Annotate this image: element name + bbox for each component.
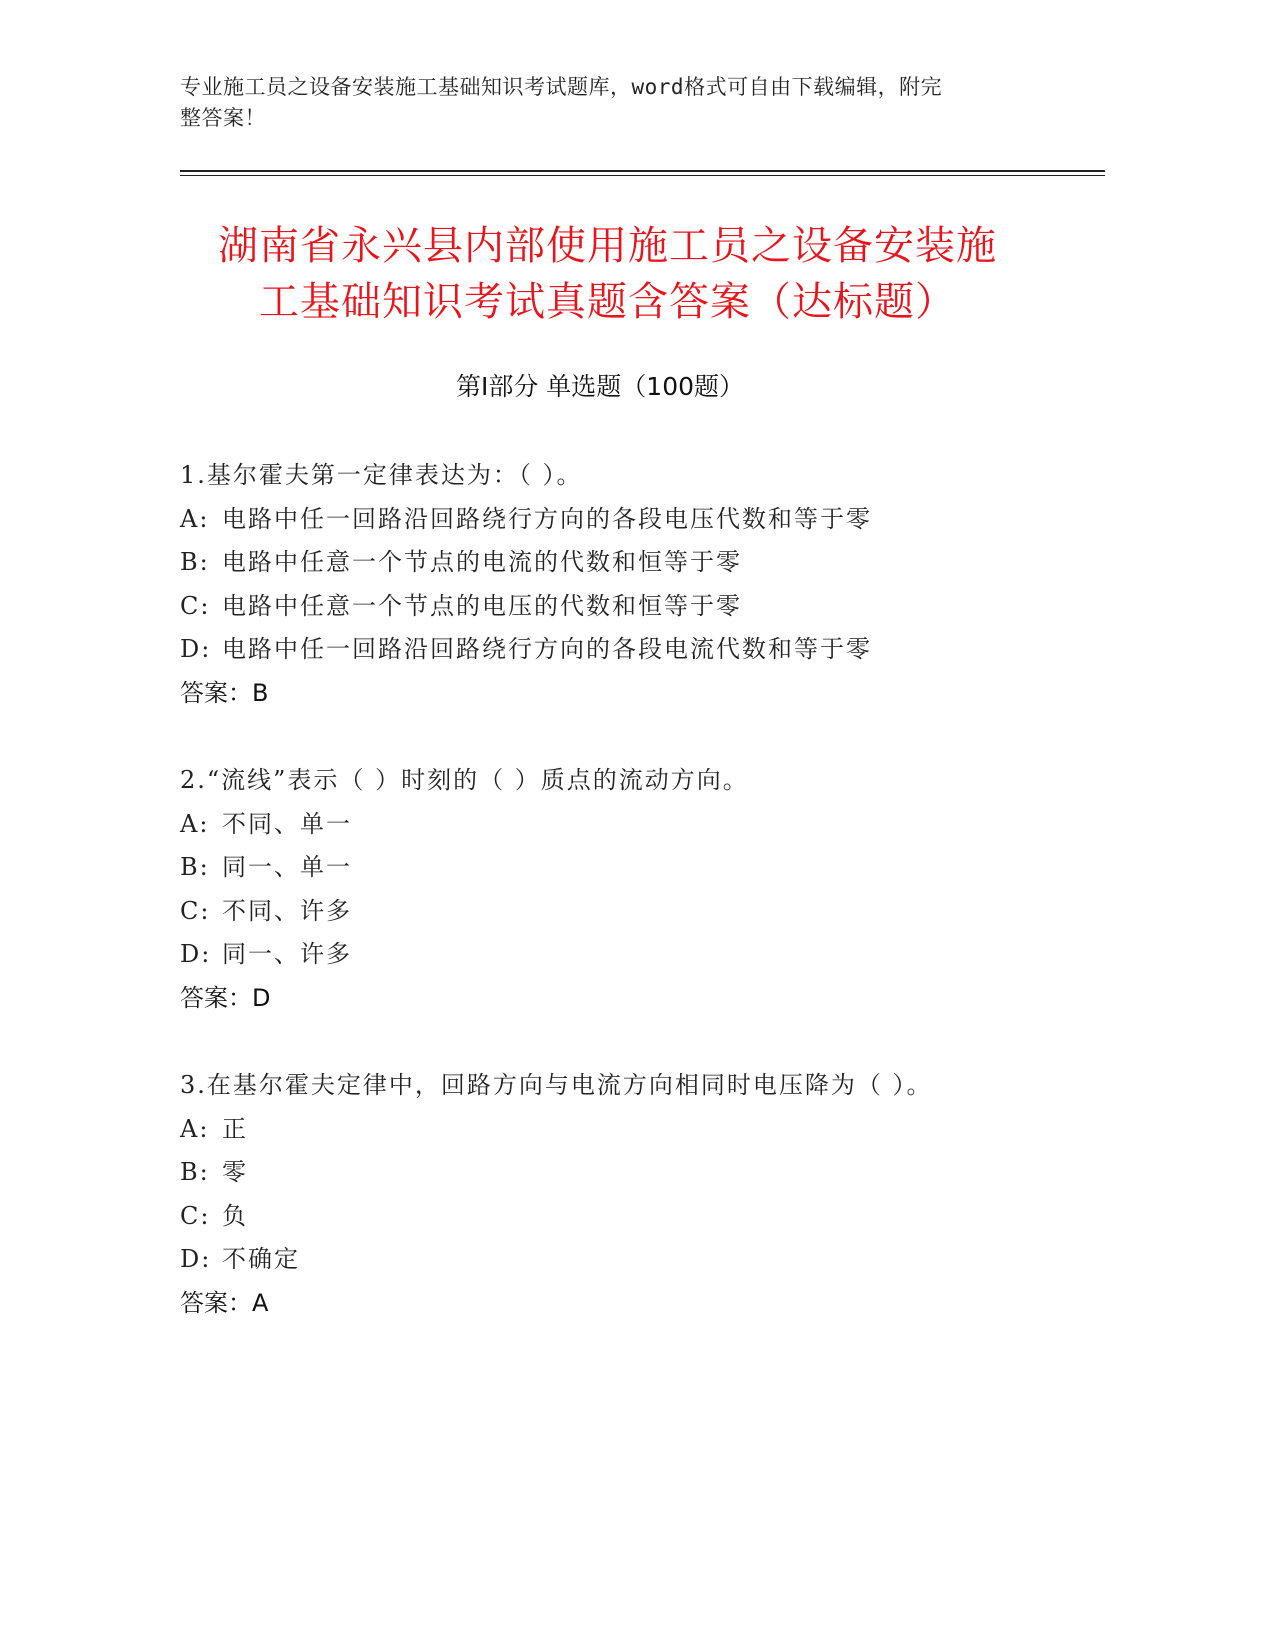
option-b (180, 1151, 1080, 1195)
document-title-line-2: 工基础知识考试真题含答案（达标题） (259, 279, 956, 325)
question-1 (180, 454, 1080, 715)
question-2 (180, 759, 1080, 1020)
option-text: 电路中任意一个节点的电流的代数和恒等于零 (222, 548, 742, 576)
option-letter: D: (180, 635, 212, 663)
section-title: 第Ⅰ部分 单选题（100题） (455, 372, 745, 401)
option-letter: B: (180, 1158, 210, 1186)
question-answer: 答案：D (180, 983, 271, 1012)
option-d (180, 933, 1080, 977)
header-divider-thin (180, 175, 1105, 176)
option-letter: D: (180, 940, 212, 968)
option-text: 零 (222, 1158, 248, 1186)
option-letter: A: (180, 1114, 210, 1143)
question-answer: 答案：B (180, 678, 269, 707)
option-text: 不确定 (222, 1245, 300, 1273)
question-stem: 1.基尔霍夫第一定律表达为：（ ）。 (180, 461, 583, 489)
document-title (150, 218, 1065, 330)
question-stem: 3.在基尔霍夫定律中，回路方向与电流方向相同时电压降为（ ）。 (180, 1071, 933, 1099)
option-c (180, 890, 1080, 934)
header-note (180, 72, 1040, 134)
option-letter: D: (180, 1245, 212, 1273)
option-c (180, 585, 1080, 629)
option-letter: A: (180, 504, 210, 533)
option-c (180, 1195, 1080, 1239)
option-letter: C: (180, 896, 211, 925)
option-text: 电路中任一回路沿回路绕行方向的各段电压代数和等于零 (222, 504, 872, 533)
option-a (180, 498, 1080, 542)
option-b (180, 541, 1080, 585)
option-text: 电路中任意一个节点的电压的代数和恒等于零 (222, 591, 742, 620)
option-text: 同一、单一 (222, 853, 352, 881)
option-text: 同一、许多 (222, 940, 352, 968)
option-text: 负 (222, 1201, 248, 1230)
option-letter: B: (180, 853, 210, 881)
question-3 (180, 1064, 1080, 1325)
option-letter: C: (180, 1201, 211, 1230)
question-answer: 答案：A (180, 1288, 269, 1317)
header-note-line-1: 专业施工员之设备安装施工基础知识考试题库，word格式可自由下载编辑，附完 (180, 75, 943, 99)
option-letter: C: (180, 591, 211, 620)
option-d (180, 1238, 1080, 1282)
option-text: 不同、许多 (222, 896, 352, 925)
option-letter: A: (180, 809, 210, 838)
option-text: 正 (222, 1114, 248, 1143)
question-stem: 2.“流线”表示（ ）时刻的（ ）质点的流动方向。 (180, 766, 749, 794)
option-a (180, 1108, 1080, 1152)
header-divider-thick (180, 170, 1105, 172)
option-letter: B: (180, 548, 210, 576)
option-b (180, 846, 1080, 890)
option-text: 不同、单一 (222, 809, 352, 838)
header-note-line-2: 整答案！ (180, 106, 266, 130)
option-d (180, 628, 1080, 672)
option-a (180, 803, 1080, 847)
option-text: 电路中任一回路沿回路绕行方向的各段电流代数和等于零 (222, 635, 872, 663)
document-title-line-1: 湖南省永兴县内部使用施工员之设备安装施 (218, 223, 997, 269)
